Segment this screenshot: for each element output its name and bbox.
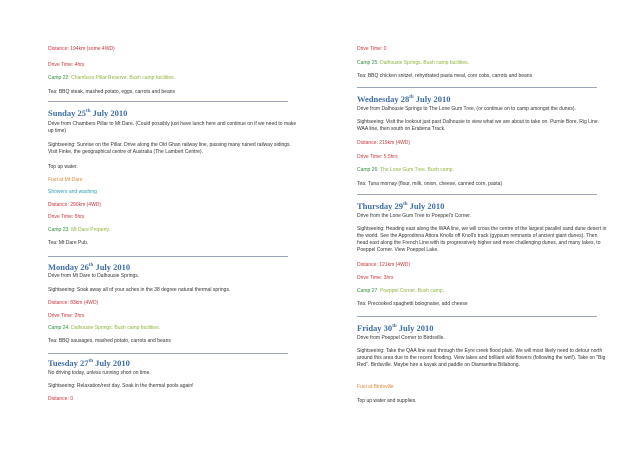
- sightseeing-text: Sightseeing: Take the QAA line east through the Eyre creek flood plain. We will most likely need to detour north around this area due to the recent flooding. View lakes and brilliant wild flowers (following the wet!). Take on "Big Red". Birdsville. Maybe hire a kayak and paddle on Diamantina Billabong.: [357, 348, 606, 368]
- fuel-text: Fuel at Mt Dare: [48, 177, 83, 183]
- day-heading-tuesday: Tuesday 27th July 2010: [48, 358, 130, 368]
- drive-time-text: Drive Time: 2hrs: [48, 313, 85, 319]
- divider: [357, 194, 597, 195]
- drive-time-text: Drive Time: 0: [357, 46, 387, 52]
- distance-text: Distance: 83km (4WD): [48, 300, 99, 306]
- divider: [48, 101, 288, 102]
- route-text: Drive from Dalhousie Springs to The Lone Gum Tree, (or continue on to camp amongst the dunes).: [357, 106, 576, 112]
- sightseeing-text: Sightseeing: Visit the lookout just past Dalhousie to view what we are about to take on. Purnie Bore. Rig Line. WAA line, then south on Erabena Track.: [357, 119, 599, 132]
- camp-line: [48, 227, 298, 234]
- camp-text: Dalhousie Springs. Bush camp facilities.: [380, 60, 470, 66]
- divider: [48, 256, 288, 257]
- distance-text: Distance: 219km (4WD): [357, 140, 411, 146]
- tea-text: Tea: Tuna mornay (flour, milk, onion, cheese, canned corn, pasta): [357, 181, 503, 187]
- tea-text: Tea: Precooked spaghetti bolognaise, add cheese: [357, 301, 468, 307]
- distance-text: Distance: 0: [48, 396, 74, 402]
- camp-label: Camp 22:: [48, 75, 70, 81]
- divider: [357, 316, 597, 317]
- camp-label: Camp 23:: [48, 227, 70, 233]
- camp-label: Camp 26:: [357, 167, 379, 173]
- tea-text: Tea: BBQ steak, mashed potato, eggs, carrots and beans: [48, 89, 176, 95]
- camp-text: Mt Dare Property.: [71, 227, 111, 233]
- route-text: Drive from Poeppel Corner to Birdsville.: [357, 335, 445, 341]
- day-heading-thursday: Thursday 29th July 2010: [357, 201, 445, 211]
- tea-text: Tea: BBQ chicken snitzel, rehydrated pasta meal, corn cobs, carrots and beans: [357, 73, 533, 79]
- tea-text: Tea: Mt Dare Pub.: [48, 240, 89, 246]
- camp-text: Poeppel Corner. Bush camp.: [380, 288, 445, 294]
- route-text: No driving today, unless running short on time.: [48, 370, 151, 376]
- camp-text: Dalhousie Springs. Bush camp facilities.: [71, 325, 161, 331]
- divider: [357, 87, 597, 88]
- camp-line: [357, 167, 607, 174]
- day-heading-wednesday: Wednesday 28th July 2010: [357, 94, 451, 104]
- camp-label: Camp 27:: [357, 288, 379, 294]
- drive-time-text: Drive Time: 5.5hrs: [357, 154, 398, 160]
- drive-time-text: Drive Time: 4hrs: [48, 62, 85, 68]
- camp-line: [357, 288, 607, 295]
- day-heading-sunday: Sunday 25th July 2010: [48, 108, 128, 118]
- camp-text: Chambers Pillar Reserve. Bush camp facilities.: [71, 75, 176, 81]
- divider: [48, 353, 288, 354]
- top-up-text: Top up water.: [48, 164, 78, 170]
- camp-text: The Lone Gum Tree. Bush camp.: [380, 167, 454, 173]
- top-up-text: Top up water and supplies.: [357, 398, 417, 404]
- camp-line: [357, 60, 607, 67]
- route-text: Drive from Chambers Pillar to Mt Dare. (Could possibly just have lunch here and continue on if we need to make up time): [48, 121, 297, 134]
- tea-text: Tea: BBQ sausages, mashed potato, carrots and beans: [48, 338, 171, 344]
- camp-label: Camp 25:: [357, 60, 379, 66]
- sightseeing-text: Sightseeing: Heading east along the WAA line, we will cross the centre of the largest parallel sand dune desert in the world. See the Approdinna Attora Knolls off Knoll's track (gypsum remnants of ancient giant dunes). Then head east along the French Line with its progressively higher and more challenging dunes, and many lakes, to Poeppel Corner. View Poeppel Lake.: [357, 226, 607, 253]
- distance-text: Distance: 121km (4WD): [357, 262, 411, 268]
- day-heading-friday: Friday 30th July 2010: [357, 323, 434, 333]
- drive-time-text: Drive Time: 3hrs: [357, 275, 394, 281]
- fuel-text: Fuel at Birdsville: [357, 384, 394, 390]
- day-heading-monday: Monday 26th July 2010: [48, 262, 131, 272]
- route-text: Drive from Mt Dare to Dalhousie Springs.: [48, 273, 140, 279]
- sightseeing-text: Sightseeing: Sunrise on the Pillar. Drive along the Old Ghan railway line, passing many ruined railway sidings. Visit Finke, the geographical centre of Australia (The Lambert Centre).: [48, 142, 291, 155]
- sightseeing-text: Sightseeing: Relaxation/rest day. Soak in the thermal pools again!: [48, 383, 194, 389]
- showers-text: Showers and washing: [48, 189, 97, 195]
- drive-time-text: Drive Time: 5hrs: [48, 214, 85, 220]
- distance-text: Distance: 194km (some 4WD): [48, 46, 115, 52]
- route-text: Drive from the Lone Gum Tree to Poeppel's Corner.: [357, 213, 472, 219]
- camp-label: Camp 24:: [48, 325, 70, 331]
- camp-line: [48, 325, 298, 332]
- camp-line: [48, 75, 298, 82]
- distance-text: Distance: 290km (4WD): [48, 202, 102, 208]
- sightseeing-text: Sightseeing: Soak away all of your aches in the 38 degree natural thermal springs.: [48, 287, 231, 293]
